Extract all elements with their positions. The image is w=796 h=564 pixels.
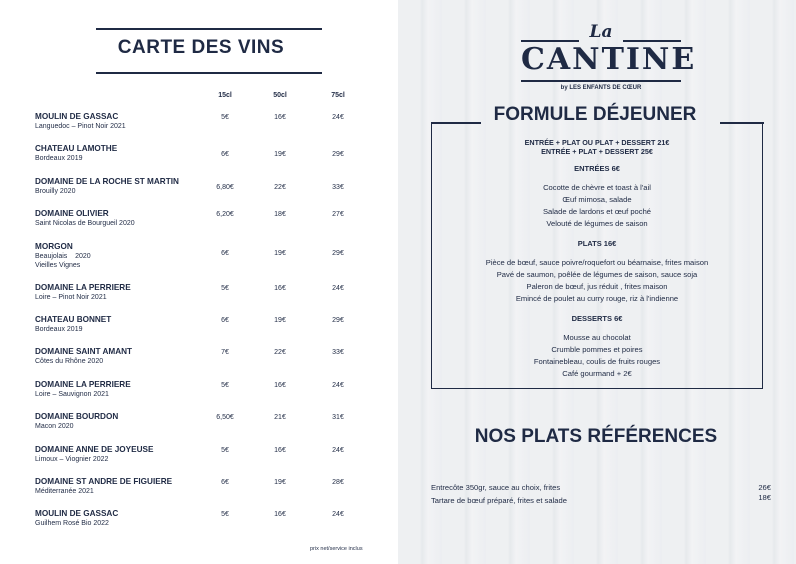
desserts-heading: DESSERTS 6€ (571, 314, 623, 323)
price-50cl: 22€ (274, 183, 286, 191)
wine-list-title: CARTE DES VINS (117, 37, 285, 58)
price-50cl: 16€ (274, 381, 286, 389)
price-50cl: 21€ (274, 414, 286, 422)
price-50cl: 16€ (274, 446, 286, 454)
price-50cl: 19€ (274, 151, 286, 159)
title-rule-top (96, 28, 322, 30)
wine-origin: Beaujolais 2020 (35, 252, 91, 260)
price-75cl: 33€ (332, 349, 344, 357)
menu-item: Mousse au chocolat (563, 333, 631, 342)
wine-origin: Limoux – Viognier 2022 (35, 455, 109, 463)
price-15cl: 6,50€ (216, 414, 234, 422)
price-footnote: prix net/service inclus (310, 546, 363, 552)
price-15cl: 5€ (221, 446, 229, 454)
reference-name: Tartare de bœuf préparé, frites et salade (431, 496, 567, 505)
price-15cl: 5€ (221, 381, 229, 389)
price-50cl: 16€ (274, 511, 286, 519)
wine-name: DOMAINE LA PERRIERE (35, 379, 131, 389)
wine-name: MOULIN DE GASSAC (35, 509, 119, 519)
price-75cl: 24€ (332, 381, 344, 389)
logo-wordmark: CANTINE (521, 42, 697, 77)
logo-underline (521, 80, 681, 82)
wine-origin: Guilhem Rosé Bio 2022 (35, 520, 109, 528)
price-50cl: 16€ (274, 114, 286, 121)
wine-origin: Brouilly 2020 (35, 187, 76, 195)
wine-origin: Côtes du Rhône 2020 (35, 358, 104, 366)
entrees-heading: ENTRÉES 6€ (574, 164, 620, 173)
column-header-50cl: 50cl (273, 92, 287, 99)
price-75cl: 27€ (332, 211, 344, 219)
menu-item: Œuf mimosa, salade (562, 195, 632, 204)
price-75cl: 24€ (332, 284, 344, 292)
wine-name: CHATEAU BONNET (35, 314, 112, 324)
price-75cl: 29€ (332, 151, 344, 159)
wine-row (35, 509, 375, 541)
wine-row (35, 144, 375, 176)
price-50cl: 16€ (274, 284, 286, 292)
wine-row (35, 445, 375, 477)
price-50cl: 19€ (274, 249, 286, 257)
wine-origin: Saint Nicolas de Bourgueil 2020 (35, 220, 135, 228)
menu-item: Café gourmand + 2€ (562, 369, 632, 378)
menu-item: Crumble pommes et poires (551, 345, 643, 354)
menu-item: Fontainebleau, coulis de fruits rouges (533, 357, 661, 366)
wine-table (35, 112, 375, 542)
wine-row (35, 209, 375, 241)
wine-name: DOMAINE ANNE DE JOYEUSE (35, 444, 154, 454)
price-15cl: 6,80€ (216, 183, 234, 191)
wine-row (35, 177, 375, 209)
wine-origin: Bordeaux 2019 (35, 325, 83, 333)
wine-name: DOMAINE DE LA ROCHE ST MARTIN (35, 176, 179, 186)
price-15cl: 5€ (221, 114, 229, 121)
menu-item: Paleron de bœuf, jus réduit , frites maison (526, 282, 668, 291)
price-50cl: 19€ (274, 478, 286, 486)
price-50cl: 22€ (274, 349, 286, 357)
price-15cl: 6€ (221, 478, 229, 486)
wine-row (35, 112, 375, 144)
formule-offer-2: ENTRÉE + PLAT + DESSERT 25€ (541, 147, 653, 156)
wine-row (35, 315, 375, 347)
wine-name: MOULIN DE GASSAC (35, 112, 119, 121)
menu-item: Pièce de bœuf, sauce poivre/roquefort ou béarnaise, frites maison (485, 258, 709, 267)
frame-top-right (720, 122, 764, 124)
wine-list-title-box (96, 28, 322, 74)
wine-name: DOMAINE BOURDON (35, 412, 119, 422)
title-rule-bottom (96, 72, 322, 74)
logo-la: La (589, 22, 613, 42)
reference-price: 26€ (758, 483, 771, 492)
column-header-75cl: 75cl (331, 92, 345, 99)
cantine-logo (521, 22, 697, 94)
logo-byline: by LES ENFANTS DE CŒUR (560, 85, 642, 91)
price-75cl: 29€ (332, 249, 344, 257)
wine-row (35, 283, 375, 315)
wine-origin: Loire – Sauvignon 2021 (35, 390, 109, 398)
references-title: NOS PLATS RÉFÉRENCES (474, 426, 718, 447)
price-15cl: 6€ (221, 249, 229, 257)
wine-origin: Loire – Pinot Noir 2021 (35, 293, 107, 301)
menu-item: Cocotte de chèvre et toast à l'ail (543, 183, 651, 192)
price-75cl: 28€ (332, 478, 344, 486)
wine-origin: Macon 2020 (35, 423, 74, 431)
menu-item: Salade de lardons et œuf poché (542, 207, 652, 216)
price-75cl: 33€ (332, 183, 344, 191)
reference-price: 18€ (758, 493, 771, 502)
price-15cl: 6€ (221, 316, 229, 324)
formule-offer-1: ENTRÉE + PLAT OU PLAT + DESSERT 21€ (524, 138, 670, 147)
menu-item: Emincé de poulet au curry rouge, riz à l'indienne (515, 294, 679, 303)
price-75cl: 24€ (332, 511, 344, 519)
wine-name: DOMAINE SAINT AMANT (35, 347, 133, 357)
reference-name: Entrecôte 350gr, sauce au choix, frites (431, 483, 561, 492)
price-75cl: 24€ (332, 446, 344, 454)
price-75cl: 24€ (332, 114, 344, 121)
wine-origin: Languedoc – Pinot Noir 2021 (35, 123, 126, 130)
wine-name: DOMAINE OLIVIER (35, 209, 109, 219)
price-75cl: 31€ (332, 414, 344, 422)
price-15cl: 5€ (221, 511, 229, 519)
price-15cl: 6,20€ (216, 211, 234, 219)
wine-row (35, 347, 375, 379)
price-50cl: 19€ (274, 316, 286, 324)
frame-top-left (431, 122, 481, 124)
wine-name: DOMAINE LA PERRIERE (35, 282, 131, 292)
wine-row (35, 380, 375, 412)
price-15cl: 5€ (221, 284, 229, 292)
wine-name: DOMAINE ST ANDRE DE FIGUIERE (35, 476, 173, 486)
menu-item: Pavé de saumon, poêlée de légumes de saison, sauce soja (496, 270, 698, 279)
wine-row (35, 412, 375, 444)
price-15cl: 6€ (221, 151, 229, 159)
column-header-15cl: 15cl (218, 92, 232, 99)
reference-item (431, 483, 771, 492)
price-50cl: 18€ (274, 211, 286, 219)
menu-item: Velouté de légumes de saison (546, 219, 648, 228)
wine-row (35, 242, 375, 283)
price-75cl: 29€ (332, 316, 344, 324)
wine-origin: Bordeaux 2019 (35, 155, 83, 163)
wine-row (35, 477, 375, 509)
wine-name: MORGON (35, 241, 73, 251)
price-15cl: 7€ (221, 349, 229, 357)
wine-origin: Méditerranée 2021 (35, 487, 94, 495)
plats-heading: PLATS 16€ (577, 239, 617, 248)
wine-origin-extra: Vieilles Vignes (35, 261, 81, 269)
formule-title: FORMULE DÉJEUNER (493, 104, 697, 125)
reference-item (431, 493, 771, 505)
wine-name: CHATEAU LAMOTHE (35, 144, 118, 154)
